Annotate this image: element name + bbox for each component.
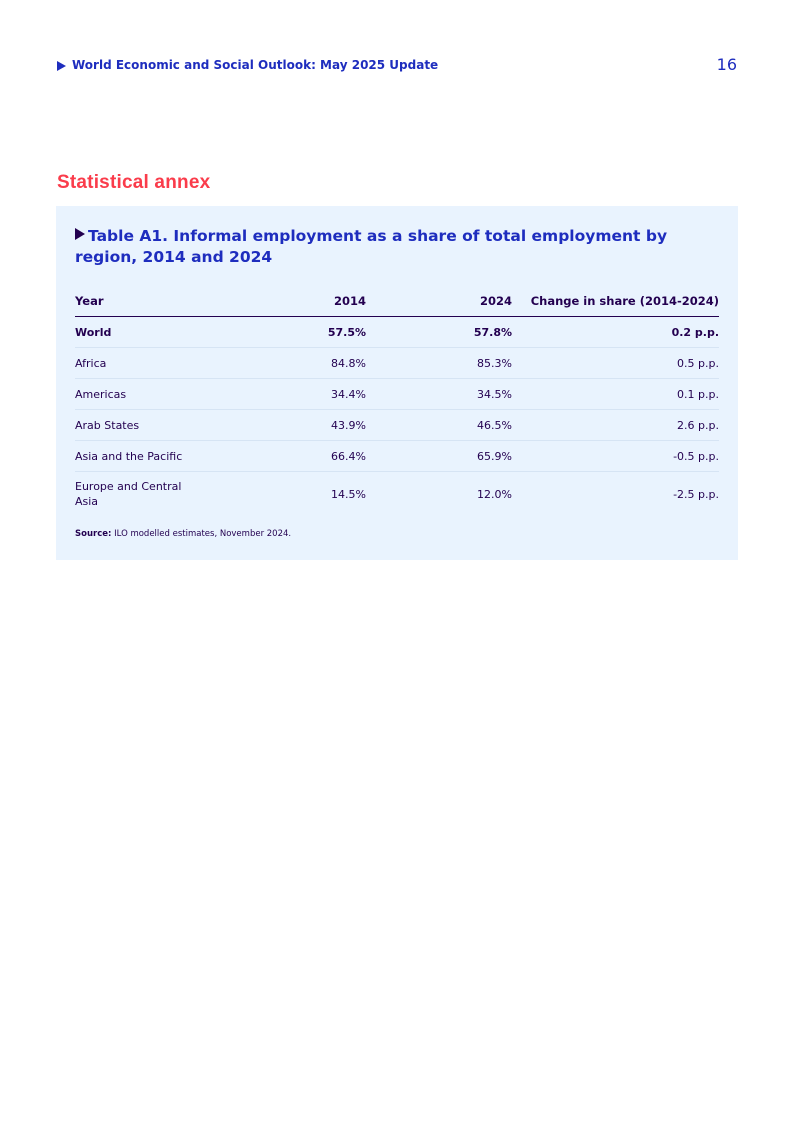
- value-2014-cell: 84.8%: [235, 348, 366, 379]
- table-row: [75, 472, 719, 517]
- column-header-year: Year: [75, 286, 235, 317]
- region-cell: Arab States: [75, 410, 235, 441]
- change-cell: 2.6 p.p.: [512, 410, 719, 441]
- document-title: World Economic and Social Outlook: May 2025 Update: [72, 58, 439, 72]
- column-header-2014: 2014: [235, 286, 366, 317]
- table-row: [75, 317, 719, 348]
- source-text: ILO modelled estimates, November 2024.: [114, 529, 292, 539]
- running-header: [57, 57, 737, 75]
- value-2024-cell: 12.0%: [477, 487, 512, 501]
- table-row: [75, 410, 719, 441]
- table-row: [75, 348, 719, 379]
- table-row: [75, 441, 719, 472]
- value-2024-cell: 46.5%: [366, 410, 512, 441]
- source-label: Source:: [75, 529, 112, 539]
- table-title: [75, 226, 725, 268]
- region-cell: Africa: [75, 348, 235, 379]
- triangle-bullet-icon: [75, 228, 85, 240]
- region-cell: Europe and Central Asia: [75, 480, 182, 508]
- change-cell: 0.1 p.p.: [512, 379, 719, 410]
- table-header-row: [75, 286, 719, 317]
- value-2014-cell: 14.5%: [331, 487, 366, 501]
- triangle-bullet-icon: [57, 61, 66, 71]
- value-2024-cell: 65.9%: [366, 441, 512, 472]
- table-source-note: [75, 529, 291, 539]
- change-cell: 0.5 p.p.: [512, 348, 719, 379]
- change-cell: 0.2 p.p.: [512, 317, 719, 348]
- value-2024-cell: 34.5%: [366, 379, 512, 410]
- section-title: Statistical annex: [57, 172, 211, 193]
- change-cell: -0.5 p.p.: [512, 441, 719, 472]
- column-header-2024: 2024: [366, 286, 512, 317]
- value-2014-cell: 57.5%: [235, 317, 366, 348]
- change-cell: -2.5 p.p.: [673, 487, 719, 501]
- value-2014-cell: 66.4%: [235, 441, 366, 472]
- table-row: [75, 379, 719, 410]
- column-header-change: Change in share (2014-2024): [512, 286, 719, 317]
- page-number: 16: [716, 55, 737, 74]
- region-cell: Asia and the Pacific: [75, 441, 235, 472]
- data-table: [75, 286, 719, 516]
- value-2024-cell: 57.8%: [366, 317, 512, 348]
- table-title-text: Table A1. Informal employment as a share of total employment by region, 2014 and 2024: [75, 227, 668, 266]
- region-cell: Americas: [75, 379, 235, 410]
- value-2014-cell: 43.9%: [235, 410, 366, 441]
- table-panel: [56, 206, 738, 560]
- value-2024-cell: 85.3%: [366, 348, 512, 379]
- value-2014-cell: 34.4%: [235, 379, 366, 410]
- region-cell: World: [75, 317, 235, 348]
